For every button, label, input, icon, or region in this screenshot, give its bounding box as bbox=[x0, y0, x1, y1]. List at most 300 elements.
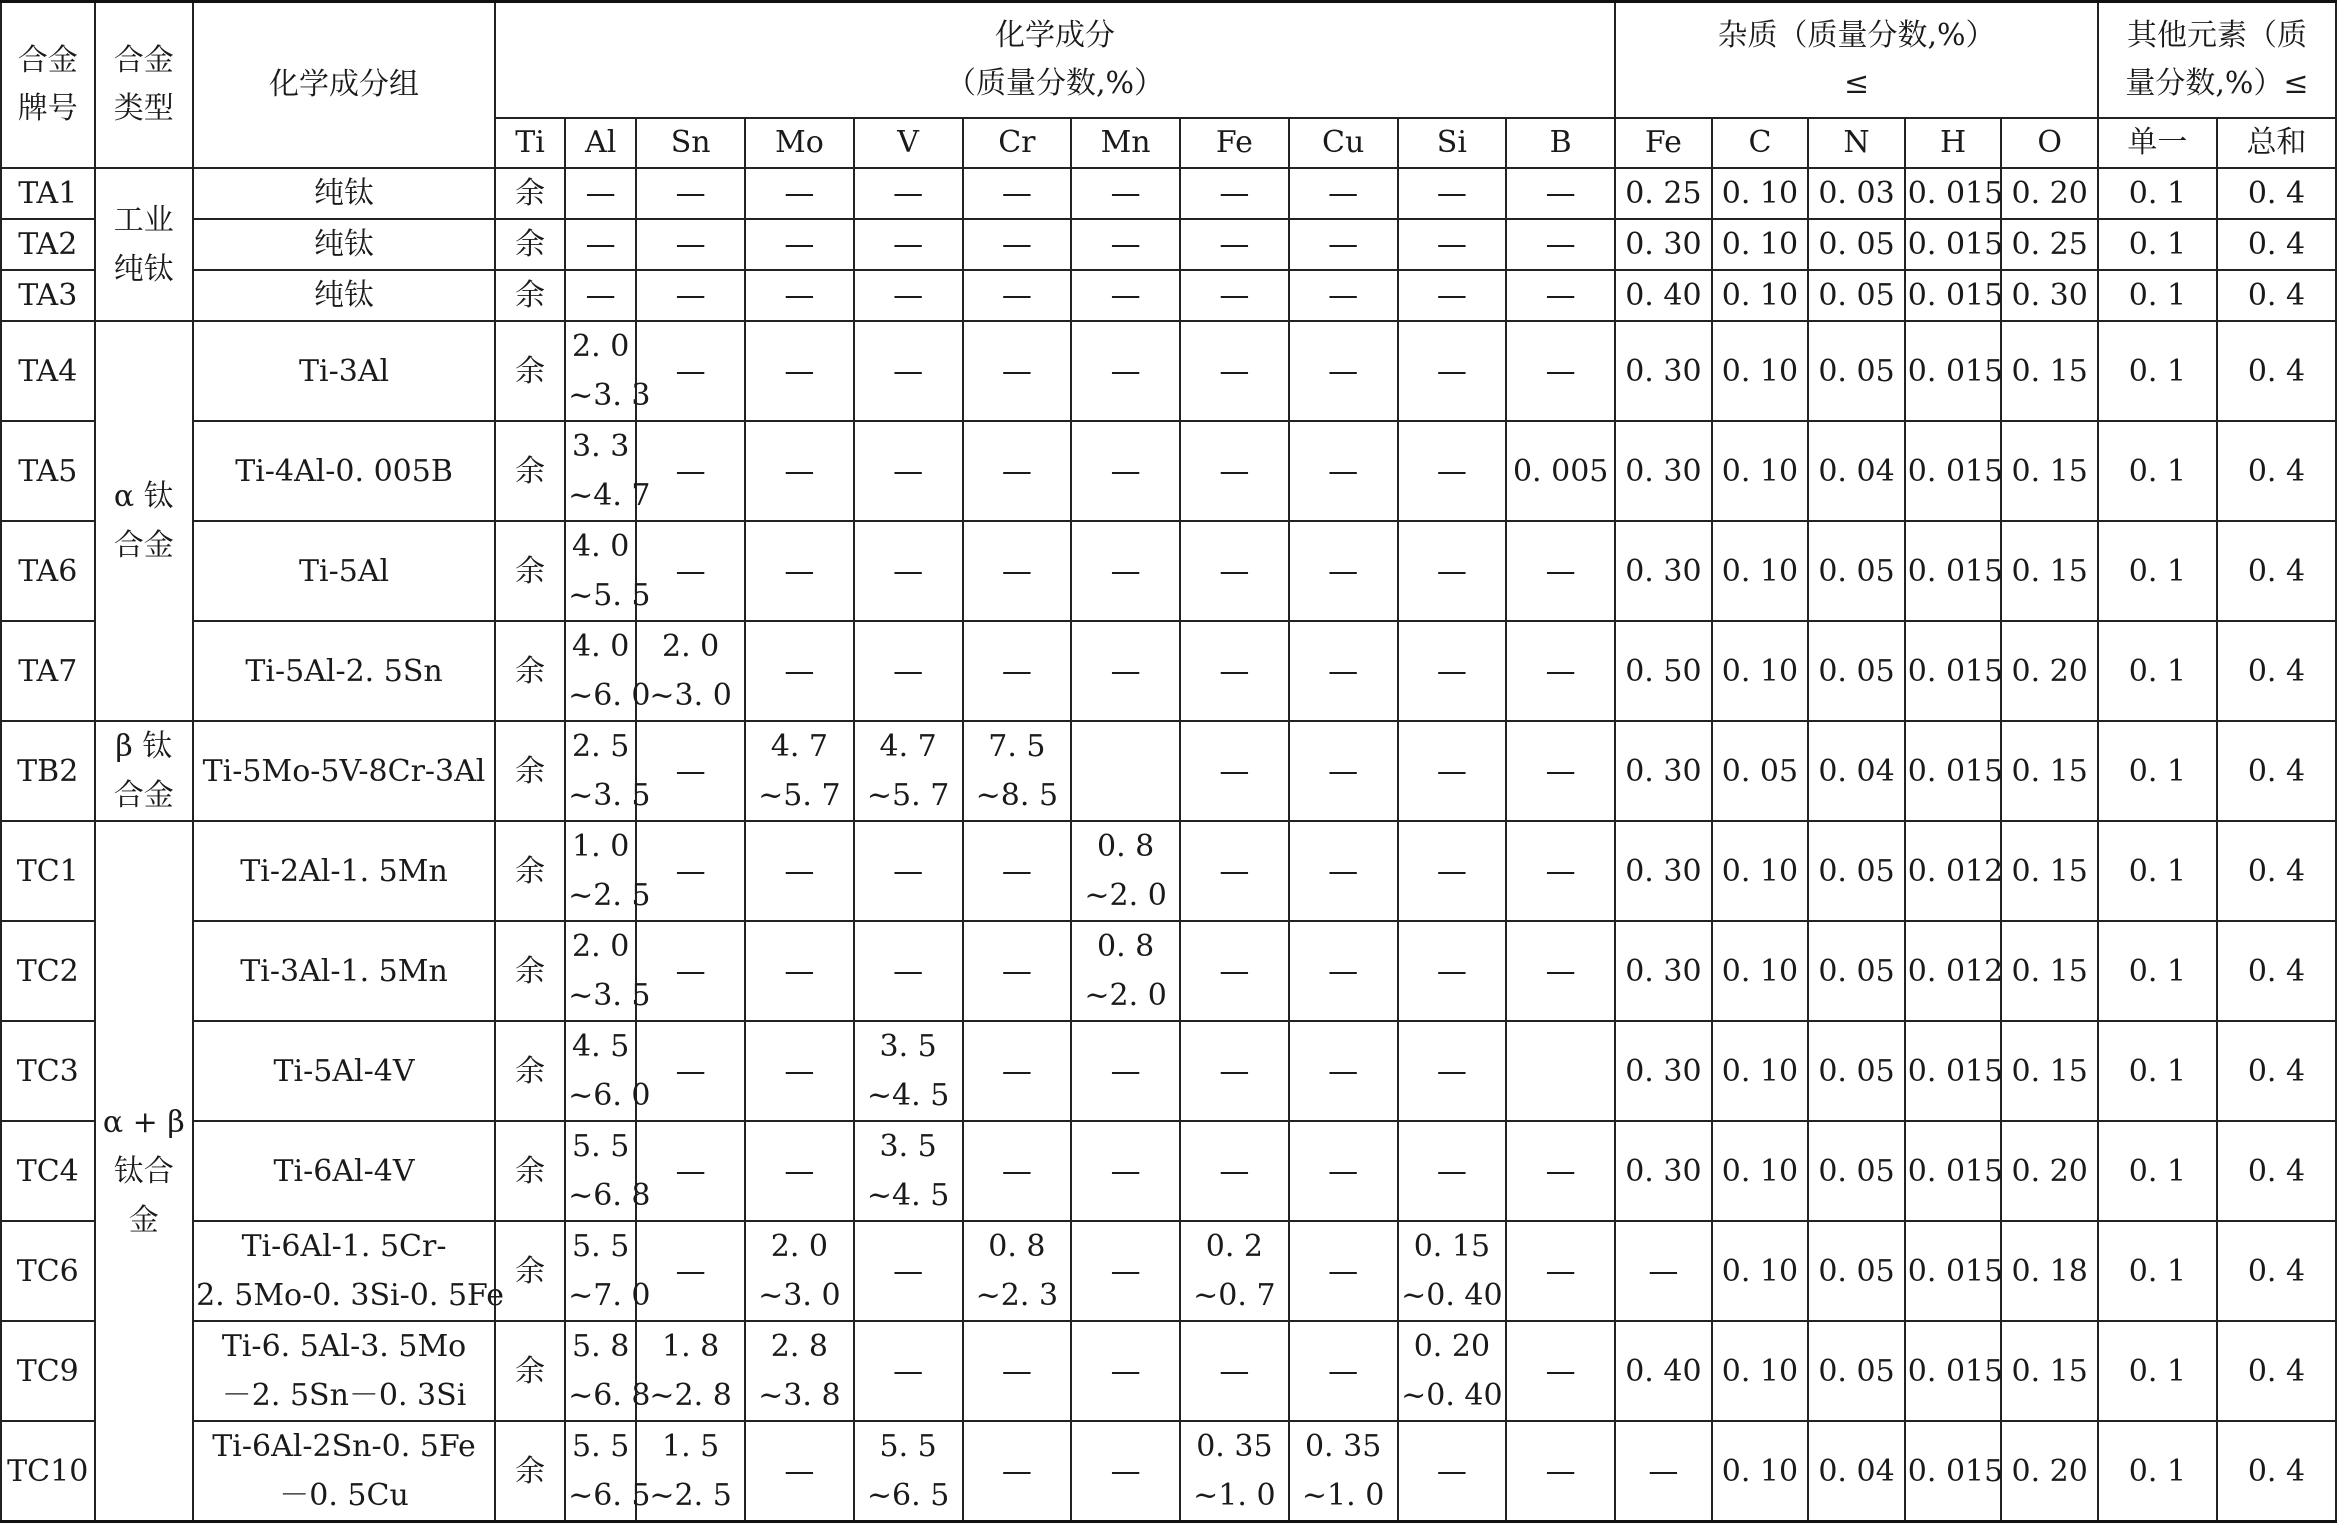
element-value: — bbox=[1071, 421, 1180, 521]
element-value: — bbox=[745, 219, 854, 270]
impurity-value: 0. 015 bbox=[1905, 1321, 2002, 1421]
cell-line: ~6. 5 bbox=[568, 1478, 651, 1513]
composition-group: 纯钛 bbox=[193, 270, 495, 321]
other-element-value: 0. 1 bbox=[2098, 621, 2217, 721]
header-group: 化学成分组 bbox=[193, 2, 495, 169]
element-value: — bbox=[1398, 421, 1507, 521]
cell-line: －0. 5Cu bbox=[279, 1478, 409, 1513]
element-value: — bbox=[854, 421, 963, 521]
element-value: 余 bbox=[495, 168, 565, 219]
impurity-value: 0. 05 bbox=[1808, 321, 1905, 421]
impurity-value: 0. 30 bbox=[1615, 321, 1712, 421]
cell-line: 2. 0 bbox=[770, 1229, 828, 1264]
element-header: Si bbox=[1398, 118, 1507, 168]
element-value: — bbox=[963, 168, 1072, 219]
impurity-value: 0. 25 bbox=[2001, 219, 2098, 270]
element-value: — bbox=[636, 421, 745, 521]
element-value: — bbox=[1289, 421, 1398, 521]
element-value: — bbox=[1071, 621, 1180, 721]
alloy-grade: TA4 bbox=[1, 321, 95, 421]
table-row bbox=[1, 168, 2336, 219]
element-value: — bbox=[745, 1121, 854, 1221]
cell-line: ~4. 7 bbox=[568, 478, 651, 513]
header-other-elements: 其他元素（质 量分数,%）≤ bbox=[2098, 2, 2336, 119]
alloy-type-line: 纯钛 bbox=[113, 251, 174, 287]
impurity-value: 0. 30 bbox=[1615, 721, 1712, 821]
element-value bbox=[1180, 1421, 1289, 1522]
other-element-value: 0. 1 bbox=[2098, 219, 2217, 270]
other-element-value: 0. 4 bbox=[2217, 421, 2336, 521]
element-value: — bbox=[1180, 721, 1289, 821]
impurity-value: 0. 05 bbox=[1712, 721, 1809, 821]
element-value: — bbox=[1180, 921, 1289, 1021]
other-element-value: 0. 1 bbox=[2098, 321, 2217, 421]
composition-group: Ti-2Al-1. 5Mn bbox=[193, 821, 495, 921]
element-value: — bbox=[963, 621, 1072, 721]
cell-line: ~4. 5 bbox=[866, 1078, 950, 1113]
element-value: — bbox=[1506, 1121, 1615, 1221]
element-value: — bbox=[1506, 1421, 1615, 1522]
element-header: Cu bbox=[1289, 118, 1398, 168]
impurity-value: 0. 40 bbox=[1615, 270, 1712, 321]
alloy-grade: TC4 bbox=[1, 1121, 95, 1221]
impurity-value: 0. 10 bbox=[1712, 1221, 1809, 1321]
cell-line: 4. 0 bbox=[572, 629, 630, 664]
other-element-value: 0. 4 bbox=[2217, 321, 2336, 421]
element-value: — bbox=[745, 921, 854, 1021]
element-value: — bbox=[1289, 921, 1398, 1021]
element-value: — bbox=[636, 219, 745, 270]
element-value: — bbox=[636, 1021, 745, 1121]
composition-group: Ti-3Al-1. 5Mn bbox=[193, 921, 495, 1021]
alloy-grade: TC10 bbox=[1, 1421, 95, 1522]
element-value: 余 bbox=[495, 1421, 565, 1522]
element-value: — bbox=[1180, 821, 1289, 921]
other-element-value: 0. 4 bbox=[2217, 621, 2336, 721]
impurity-value: 0. 10 bbox=[1712, 270, 1809, 321]
cell-line: ~2. 8 bbox=[649, 1378, 732, 1413]
alloy-grade: TA6 bbox=[1, 521, 95, 621]
element-value: — bbox=[1398, 521, 1507, 621]
cell-line: 2. 8 bbox=[770, 1329, 828, 1364]
impurity-value: 0. 04 bbox=[1808, 1421, 1905, 1522]
impurity-value: 0. 30 bbox=[1615, 921, 1712, 1021]
impurity-value: 0. 15 bbox=[2001, 921, 2098, 1021]
other-element-value: 0. 4 bbox=[2217, 219, 2336, 270]
impurity-value: 0. 015 bbox=[1905, 621, 2002, 721]
alloy-grade: TC9 bbox=[1, 1321, 95, 1421]
element-value: — bbox=[745, 1421, 854, 1522]
cell-line: 0. 8 bbox=[1097, 829, 1155, 864]
other-header: 总和 bbox=[2217, 118, 2336, 168]
impurity-value: 0. 05 bbox=[1808, 821, 1905, 921]
element-value: — bbox=[963, 421, 1072, 521]
impurity-value: 0. 015 bbox=[1905, 421, 2002, 521]
element-value: — bbox=[854, 1221, 963, 1321]
impurity-value: 0. 10 bbox=[1712, 621, 1809, 721]
cell-line: ~0. 40 bbox=[1401, 1278, 1503, 1313]
element-header: Ti bbox=[495, 118, 565, 168]
impurity-value: 0. 30 bbox=[1615, 521, 1712, 621]
cell-line: ~1. 0 bbox=[1193, 1478, 1276, 1513]
element-header: Mn bbox=[1071, 118, 1180, 168]
element-value: — bbox=[1506, 621, 1615, 721]
element-value bbox=[1506, 1021, 1615, 1121]
element-value: — bbox=[636, 168, 745, 219]
table-row bbox=[1, 521, 2336, 621]
element-value: — bbox=[1180, 168, 1289, 219]
other-element-value: 0. 1 bbox=[2098, 1421, 2217, 1522]
element-value: — bbox=[963, 1421, 1072, 1522]
impurity-value: 0. 05 bbox=[1808, 621, 1905, 721]
element-value: — bbox=[636, 270, 745, 321]
cell-line: ~2. 3 bbox=[975, 1278, 1059, 1313]
impurity-value: 0. 012 bbox=[1905, 821, 2002, 921]
element-value bbox=[565, 521, 651, 621]
element-value bbox=[1398, 1221, 1507, 1321]
cell-line: ~6. 8 bbox=[568, 1378, 651, 1413]
impurity-value: 0. 10 bbox=[1712, 168, 1809, 219]
element-value: 余 bbox=[495, 721, 565, 821]
alloy-grade: TA7 bbox=[1, 621, 95, 721]
impurity-value: 0. 20 bbox=[2001, 1121, 2098, 1221]
element-value: — bbox=[1398, 168, 1507, 219]
cell-line: 0. 8 bbox=[1097, 929, 1155, 964]
element-value: — bbox=[1071, 521, 1180, 621]
element-value: — bbox=[854, 270, 963, 321]
header-composition: 化学成分 （质量分数,%） bbox=[495, 2, 1615, 119]
cell-line: 0. 8 bbox=[988, 1229, 1046, 1264]
element-value: — bbox=[1289, 270, 1398, 321]
element-value: — bbox=[963, 219, 1072, 270]
cell-line: ~0. 40 bbox=[1401, 1378, 1503, 1413]
cell-line: 3. 5 bbox=[879, 1029, 937, 1064]
alloy-grade: TA2 bbox=[1, 219, 95, 270]
element-value: — bbox=[854, 621, 963, 721]
cell-line: 1. 0 bbox=[572, 829, 630, 864]
impurity-value: 0. 015 bbox=[1905, 270, 2002, 321]
other-element-value: 0. 1 bbox=[2098, 270, 2217, 321]
cell-line: 0. 35 bbox=[1196, 1429, 1273, 1464]
alloy-type-line: 钛合 bbox=[113, 1153, 174, 1189]
element-value: 余 bbox=[495, 921, 565, 1021]
impurity-value: — bbox=[1615, 1221, 1712, 1321]
cell-line: 4. 7 bbox=[770, 729, 828, 764]
impurity-value: 0. 015 bbox=[1905, 521, 2002, 621]
element-value: — bbox=[963, 1321, 1072, 1421]
element-value: — bbox=[1506, 721, 1615, 821]
element-value: — bbox=[963, 1121, 1072, 1221]
element-value: — bbox=[1071, 1421, 1180, 1522]
element-value: — bbox=[636, 821, 745, 921]
cell-line: ~3. 3 bbox=[568, 378, 651, 413]
element-value: — bbox=[565, 219, 636, 270]
cell-line: 5. 5 bbox=[572, 1429, 630, 1464]
element-value bbox=[565, 1321, 651, 1421]
cell-line: ~3. 5 bbox=[568, 778, 651, 813]
cell-line: 3. 3 bbox=[572, 429, 630, 464]
alloy-type-line: 合金 bbox=[113, 528, 174, 563]
composition-group bbox=[193, 1321, 495, 1421]
impurity-value: 0. 15 bbox=[2001, 321, 2098, 421]
impurity-value: 0. 30 bbox=[1615, 821, 1712, 921]
composition-group: Ti-5Mo-5V-8Cr-3Al bbox=[193, 721, 495, 821]
element-value: 余 bbox=[495, 1321, 565, 1421]
impurity-value: 0. 10 bbox=[1712, 1421, 1809, 1522]
element-value: — bbox=[1071, 1021, 1180, 1121]
cell-line: 2. 5Mo-0. 3Si-0. 5Fe bbox=[196, 1278, 504, 1313]
element-value: — bbox=[1289, 321, 1398, 421]
element-value: 余 bbox=[495, 821, 565, 921]
element-value bbox=[1071, 821, 1180, 921]
cell-line: 5. 5 bbox=[572, 1229, 630, 1264]
element-header: Al bbox=[565, 118, 636, 168]
element-value bbox=[565, 421, 651, 521]
cell-line: ~2. 5 bbox=[649, 1478, 732, 1513]
element-value: — bbox=[1289, 821, 1398, 921]
impurity-value: 0. 30 bbox=[1615, 421, 1712, 521]
other-element-value: 0. 1 bbox=[2098, 168, 2217, 219]
element-value: — bbox=[1398, 821, 1507, 921]
element-value: — bbox=[1180, 621, 1289, 721]
table-row bbox=[1, 621, 2336, 721]
element-value bbox=[745, 721, 854, 821]
element-value: 余 bbox=[495, 421, 565, 521]
impurity-value: 0. 10 bbox=[1712, 821, 1809, 921]
element-value: — bbox=[1506, 321, 1615, 421]
impurity-value: 0. 015 bbox=[1905, 321, 2002, 421]
element-value bbox=[1180, 1221, 1289, 1321]
impurity-value: 0. 05 bbox=[1808, 270, 1905, 321]
element-value: — bbox=[1398, 1121, 1507, 1221]
element-value: — bbox=[1180, 321, 1289, 421]
element-value: — bbox=[1398, 1021, 1507, 1121]
impurity-value: 0. 015 bbox=[1905, 219, 2002, 270]
cell-line: ~5. 7 bbox=[866, 778, 950, 813]
impurity-value: 0. 30 bbox=[1615, 1121, 1712, 1221]
element-value: — bbox=[1071, 321, 1180, 421]
cell-line: ~7. 0 bbox=[568, 1278, 651, 1313]
element-value: — bbox=[636, 721, 745, 821]
other-element-value: 0. 1 bbox=[2098, 421, 2217, 521]
element-value bbox=[745, 1321, 854, 1421]
element-value bbox=[565, 721, 651, 821]
element-value: — bbox=[963, 1021, 1072, 1121]
impurity-value: 0. 015 bbox=[1905, 1221, 2002, 1321]
cell-line: 2. 0 bbox=[662, 629, 720, 664]
element-value: 余 bbox=[495, 1221, 565, 1321]
cell-line: ~6. 0 bbox=[568, 1078, 651, 1113]
element-value: — bbox=[1071, 1221, 1180, 1321]
element-value bbox=[636, 621, 745, 721]
cell-line: 5. 5 bbox=[572, 1129, 630, 1164]
cell-line: ~6. 5 bbox=[866, 1478, 950, 1513]
cell-line: ~2. 5 bbox=[568, 878, 651, 913]
element-value: — bbox=[1289, 521, 1398, 621]
alloy-grade: TA5 bbox=[1, 421, 95, 521]
impurity-value: 0. 25 bbox=[1615, 168, 1712, 219]
impurity-value: 0. 10 bbox=[1712, 1021, 1809, 1121]
element-value: — bbox=[1506, 168, 1615, 219]
element-value: — bbox=[963, 521, 1072, 621]
element-value: — bbox=[1506, 521, 1615, 621]
element-value: — bbox=[854, 1321, 963, 1421]
impurity-value: 0. 05 bbox=[1808, 1321, 1905, 1421]
element-value bbox=[565, 1021, 651, 1121]
cell-line: 4. 5 bbox=[572, 1029, 630, 1064]
cell-line: 0. 20 bbox=[1413, 1329, 1491, 1364]
element-value: — bbox=[854, 219, 963, 270]
impurity-value: 0. 10 bbox=[1712, 321, 1809, 421]
alloy-grade: TB2 bbox=[1, 721, 95, 821]
element-value: — bbox=[1071, 270, 1180, 321]
element-value: — bbox=[1506, 921, 1615, 1021]
other-header: 单一 bbox=[2098, 118, 2217, 168]
impurity-value: 0. 30 bbox=[1615, 219, 1712, 270]
element-value: — bbox=[854, 821, 963, 921]
impurity-value: 0. 015 bbox=[1905, 168, 2002, 219]
impurity-value: — bbox=[1615, 1421, 1712, 1522]
element-value: — bbox=[1180, 1021, 1289, 1121]
element-value: — bbox=[963, 921, 1072, 1021]
element-value: — bbox=[745, 621, 854, 721]
composition-group: Ti-5Al-4V bbox=[193, 1021, 495, 1121]
impurity-value: 0. 10 bbox=[1712, 421, 1809, 521]
impurity-value: 0. 15 bbox=[2001, 421, 2098, 521]
element-value: — bbox=[1398, 621, 1507, 721]
other-element-value: 0. 1 bbox=[2098, 721, 2217, 821]
element-value: — bbox=[963, 270, 1072, 321]
element-value: — bbox=[1180, 421, 1289, 521]
alloy-grade: TC6 bbox=[1, 1221, 95, 1321]
element-value: — bbox=[1398, 1421, 1507, 1522]
impurity-value: 0. 20 bbox=[2001, 1421, 2098, 1522]
element-value: — bbox=[745, 168, 854, 219]
alloy-type bbox=[95, 321, 194, 721]
element-value: — bbox=[1180, 521, 1289, 621]
alloy-grade: TC3 bbox=[1, 1021, 95, 1121]
impurity-value: 0. 05 bbox=[1808, 219, 1905, 270]
element-value: — bbox=[745, 421, 854, 521]
impurity-value: 0. 20 bbox=[2001, 168, 2098, 219]
composition-group: Ti-4Al-0. 005B bbox=[193, 421, 495, 521]
element-value bbox=[854, 1121, 963, 1221]
other-element-value: 0. 4 bbox=[2217, 821, 2336, 921]
cell-line: ~5. 5 bbox=[568, 578, 651, 613]
element-value: — bbox=[1289, 1021, 1398, 1121]
element-value: — bbox=[636, 1121, 745, 1221]
impurity-value: 0. 10 bbox=[1712, 219, 1809, 270]
other-element-value: 0. 4 bbox=[2217, 1121, 2336, 1221]
other-element-value: 0. 4 bbox=[2217, 721, 2336, 821]
element-value bbox=[963, 721, 1072, 821]
impurity-value: 0. 012 bbox=[1905, 921, 2002, 1021]
cell-line: －2. 5Sn－0. 3Si bbox=[221, 1378, 467, 1413]
impurity-value: 0. 05 bbox=[1808, 1221, 1905, 1321]
element-value bbox=[745, 1221, 854, 1321]
other-element-value: 0. 4 bbox=[2217, 921, 2336, 1021]
alloy-grade: TC1 bbox=[1, 821, 95, 921]
element-value: — bbox=[1289, 621, 1398, 721]
element-value bbox=[1071, 721, 1180, 821]
element-value: 余 bbox=[495, 521, 565, 621]
table-row bbox=[1, 1321, 2336, 1421]
element-value: — bbox=[1398, 270, 1507, 321]
composition-group: Ti-3Al bbox=[193, 321, 495, 421]
element-value: — bbox=[745, 270, 854, 321]
element-header: Sn bbox=[636, 118, 745, 168]
cell-line: 3. 5 bbox=[879, 1129, 937, 1164]
cell-line: ~3. 5 bbox=[568, 978, 651, 1013]
impurity-value: 0. 015 bbox=[1905, 721, 2002, 821]
impurity-value: 0. 05 bbox=[1808, 1021, 1905, 1121]
cell-line: 2. 0 bbox=[572, 929, 630, 964]
impurity-value: 0. 50 bbox=[1615, 621, 1712, 721]
table-row bbox=[1, 721, 2336, 821]
element-value: — bbox=[1289, 721, 1398, 821]
alloy-grade: TC2 bbox=[1, 921, 95, 1021]
table-row bbox=[1, 1221, 2336, 1321]
element-value: — bbox=[1180, 1121, 1289, 1221]
element-value: — bbox=[1289, 1221, 1398, 1321]
alloy-type-line: 金 bbox=[128, 1202, 159, 1238]
cell-line: 4. 0 bbox=[572, 529, 630, 564]
element-value: — bbox=[854, 168, 963, 219]
cell-line: 7. 5 bbox=[988, 729, 1046, 764]
element-value: — bbox=[565, 270, 636, 321]
cell-line: 0. 35 bbox=[1304, 1429, 1382, 1464]
impurity-value: 0. 05 bbox=[1808, 1121, 1905, 1221]
element-value: — bbox=[854, 321, 963, 421]
other-element-value: 0. 1 bbox=[2098, 1121, 2217, 1221]
element-value: — bbox=[745, 521, 854, 621]
element-value bbox=[854, 1021, 963, 1121]
impurity-value: 0. 05 bbox=[1808, 921, 1905, 1021]
other-element-value: 0. 4 bbox=[2217, 270, 2336, 321]
table-row bbox=[1, 421, 2336, 521]
element-value: — bbox=[636, 921, 745, 1021]
header-impurity: 杂质（质量分数,%） ≤ bbox=[1615, 2, 2098, 119]
element-value: — bbox=[1506, 1321, 1615, 1421]
alloy-type-line: β 钛 bbox=[115, 729, 173, 764]
element-value: — bbox=[1071, 1121, 1180, 1221]
cell-line: Ti-6Al-2Sn-0. 5Fe bbox=[212, 1429, 476, 1464]
impurity-value: 0. 15 bbox=[2001, 721, 2098, 821]
element-value: — bbox=[1289, 1321, 1398, 1421]
cell-line: 1. 8 bbox=[662, 1329, 720, 1364]
impurity-header: N bbox=[1808, 118, 1905, 168]
impurity-value: 0. 015 bbox=[1905, 1121, 2002, 1221]
other-element-value: 0. 4 bbox=[2217, 1021, 2336, 1121]
element-value: — bbox=[1398, 219, 1507, 270]
element-value: — bbox=[1289, 168, 1398, 219]
composition-group: Ti-5Al-2. 5Sn bbox=[193, 621, 495, 721]
cell-line: ~1. 0 bbox=[1301, 1478, 1385, 1513]
header-grade: 合金 牌号 bbox=[1, 2, 95, 169]
impurity-value: 0. 04 bbox=[1808, 421, 1905, 521]
table-row bbox=[1, 821, 2336, 921]
element-value bbox=[636, 1321, 745, 1421]
alloy-type bbox=[95, 168, 194, 321]
element-value: — bbox=[745, 321, 854, 421]
element-value: 余 bbox=[495, 621, 565, 721]
element-value: — bbox=[1180, 1321, 1289, 1421]
element-header: Cr bbox=[963, 118, 1072, 168]
table-row bbox=[1, 1421, 2336, 1522]
element-value: — bbox=[1289, 219, 1398, 270]
cell-line: ~0. 7 bbox=[1193, 1278, 1276, 1313]
alloy-grade: TA3 bbox=[1, 270, 95, 321]
